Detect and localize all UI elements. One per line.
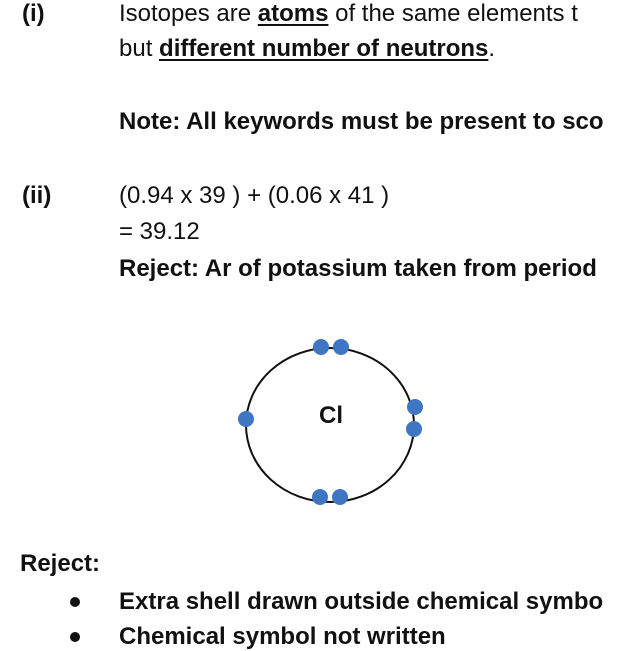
text: but bbox=[119, 35, 160, 62]
text: . bbox=[488, 35, 496, 62]
bullet-icon bbox=[70, 632, 80, 642]
text: Isotopes are bbox=[119, 0, 258, 27]
note-keywords: Note: All keywords must be present to sco bbox=[119, 108, 604, 135]
bullet-icon bbox=[70, 597, 80, 607]
reject-ar-note: Reject: Ar of potassium taken from period bbox=[119, 255, 597, 282]
chemical-symbol: Cl bbox=[319, 402, 343, 429]
part-i-label: (i) bbox=[22, 0, 45, 27]
reject-item: Chemical symbol not written bbox=[119, 623, 446, 650]
text: of the same elements t bbox=[328, 0, 578, 27]
calculation-result: = 39.12 bbox=[119, 218, 200, 245]
calculation: (0.94 x 39 ) + (0.06 x 41 ) bbox=[119, 182, 390, 209]
keyword-neutrons: different number of neutrons bbox=[159, 35, 489, 62]
part-ii-label: (ii) bbox=[22, 182, 52, 209]
reject-item: Extra shell drawn outside chemical symbo bbox=[119, 588, 604, 615]
reject-title: Reject: bbox=[20, 550, 101, 577]
keyword-atoms: atoms bbox=[257, 0, 329, 27]
